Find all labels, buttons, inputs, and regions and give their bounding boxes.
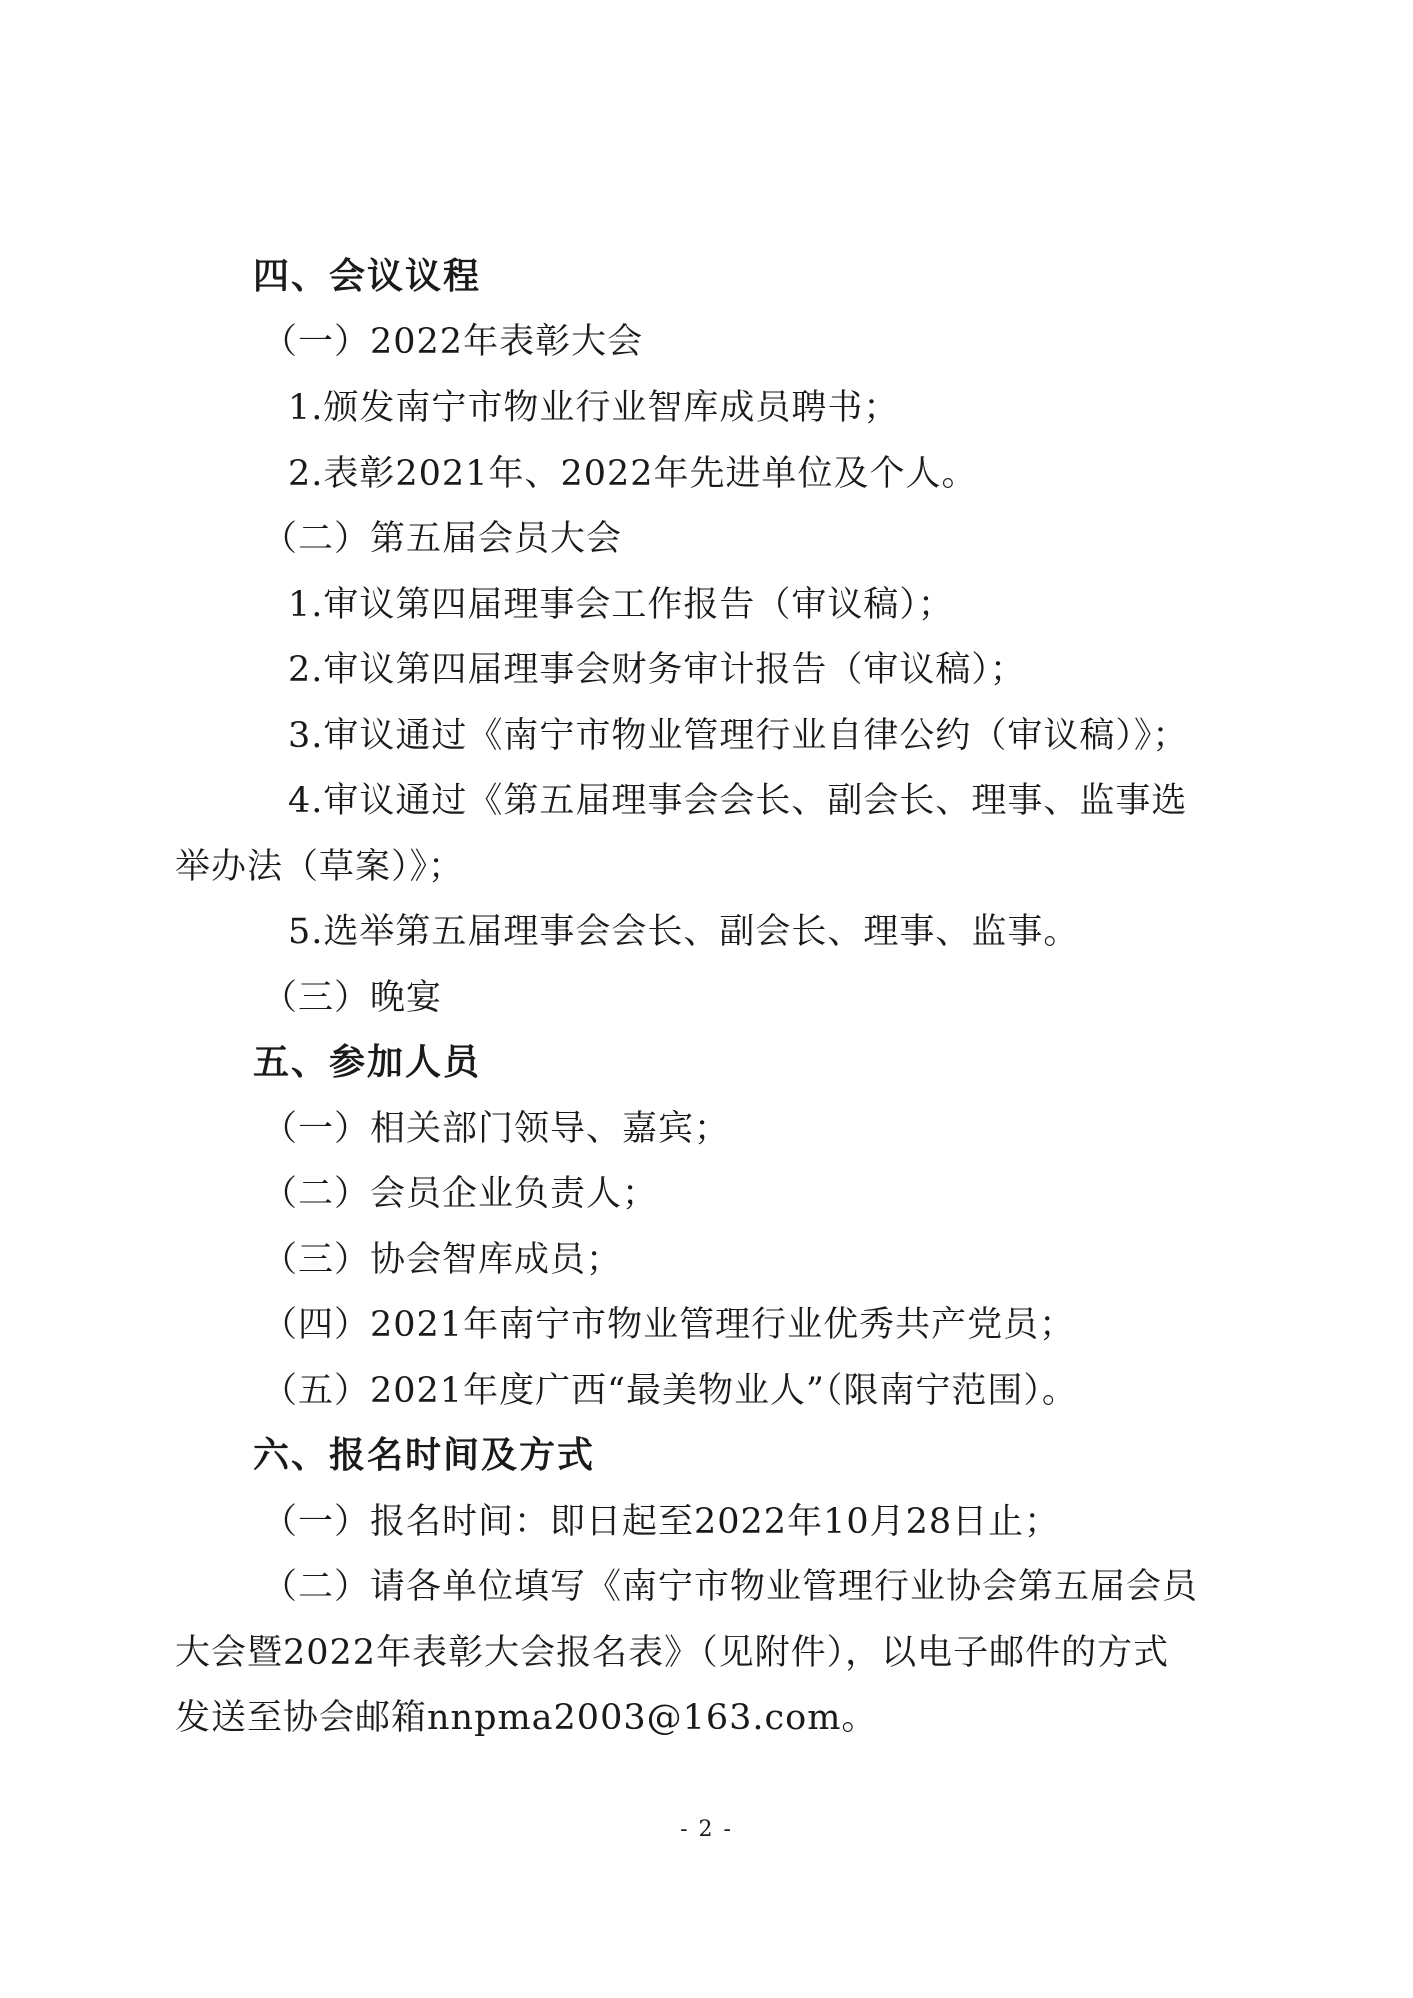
section-heading-registration: 六、报名时间及方式 — [253, 1435, 596, 1476]
section-heading-agenda: 四、会议议程 — [253, 256, 482, 297]
agenda-item: 3.审议通过《南宁市物业管理行业自律公约（审议稿）》； — [288, 716, 1189, 756]
attendee-item: （四）2021年南宁市物业管理行业优秀共产党员； — [262, 1305, 1076, 1345]
registration-item: （一）报名时间：即日起至2022年10月28日止； — [262, 1502, 1061, 1542]
agenda-item: 5.选举第五届理事会会长、副会长、理事、监事。 — [288, 912, 1080, 952]
agenda-item-continuation: 举办法（草案）》； — [175, 847, 465, 887]
agenda-item: 1.审议第四届理事会工作报告（审议稿）； — [288, 585, 954, 625]
agenda-item: 1.颁发南宁市物业行业智库成员聘书； — [288, 388, 900, 428]
agenda-item: 2.审议第四届理事会财务审计报告（审议稿）； — [288, 650, 1026, 690]
agenda-subsection-2: （二）第五届会员大会 — [262, 519, 623, 559]
agenda-item: 4.审议通过《第五届理事会会长、副会长、理事、监事选 — [288, 781, 1188, 821]
attendee-item: （二）会员企业负责人； — [262, 1174, 659, 1214]
agenda-subsection-1: （一）2022年表彰大会 — [262, 322, 644, 362]
registration-item-continuation: 大会暨2022年表彰大会报名表》（见附件），以电子邮件的方式 — [175, 1633, 1170, 1673]
attendee-item: （三）协会智库成员； — [262, 1240, 623, 1280]
attendee-item: （一）相关部门领导、嘉宾； — [262, 1109, 731, 1149]
registration-item-continuation: 发送至协会邮箱nnpma2003@163.com。 — [175, 1698, 878, 1738]
registration-item: （二）请各单位填写《南宁市物业管理行业协会第五届会员 — [262, 1567, 1199, 1607]
page-number: - 2 - — [680, 1817, 733, 1842]
section-heading-attendees: 五、参加人员 — [253, 1042, 482, 1083]
agenda-subsection-3: （三）晚宴 — [262, 978, 443, 1018]
agenda-item: 2.表彰2021年、2022年先进单位及个人。 — [288, 454, 978, 494]
attendee-item: （五）2021年度广西“最美物业人”（限南宁范围）。 — [262, 1371, 1078, 1411]
